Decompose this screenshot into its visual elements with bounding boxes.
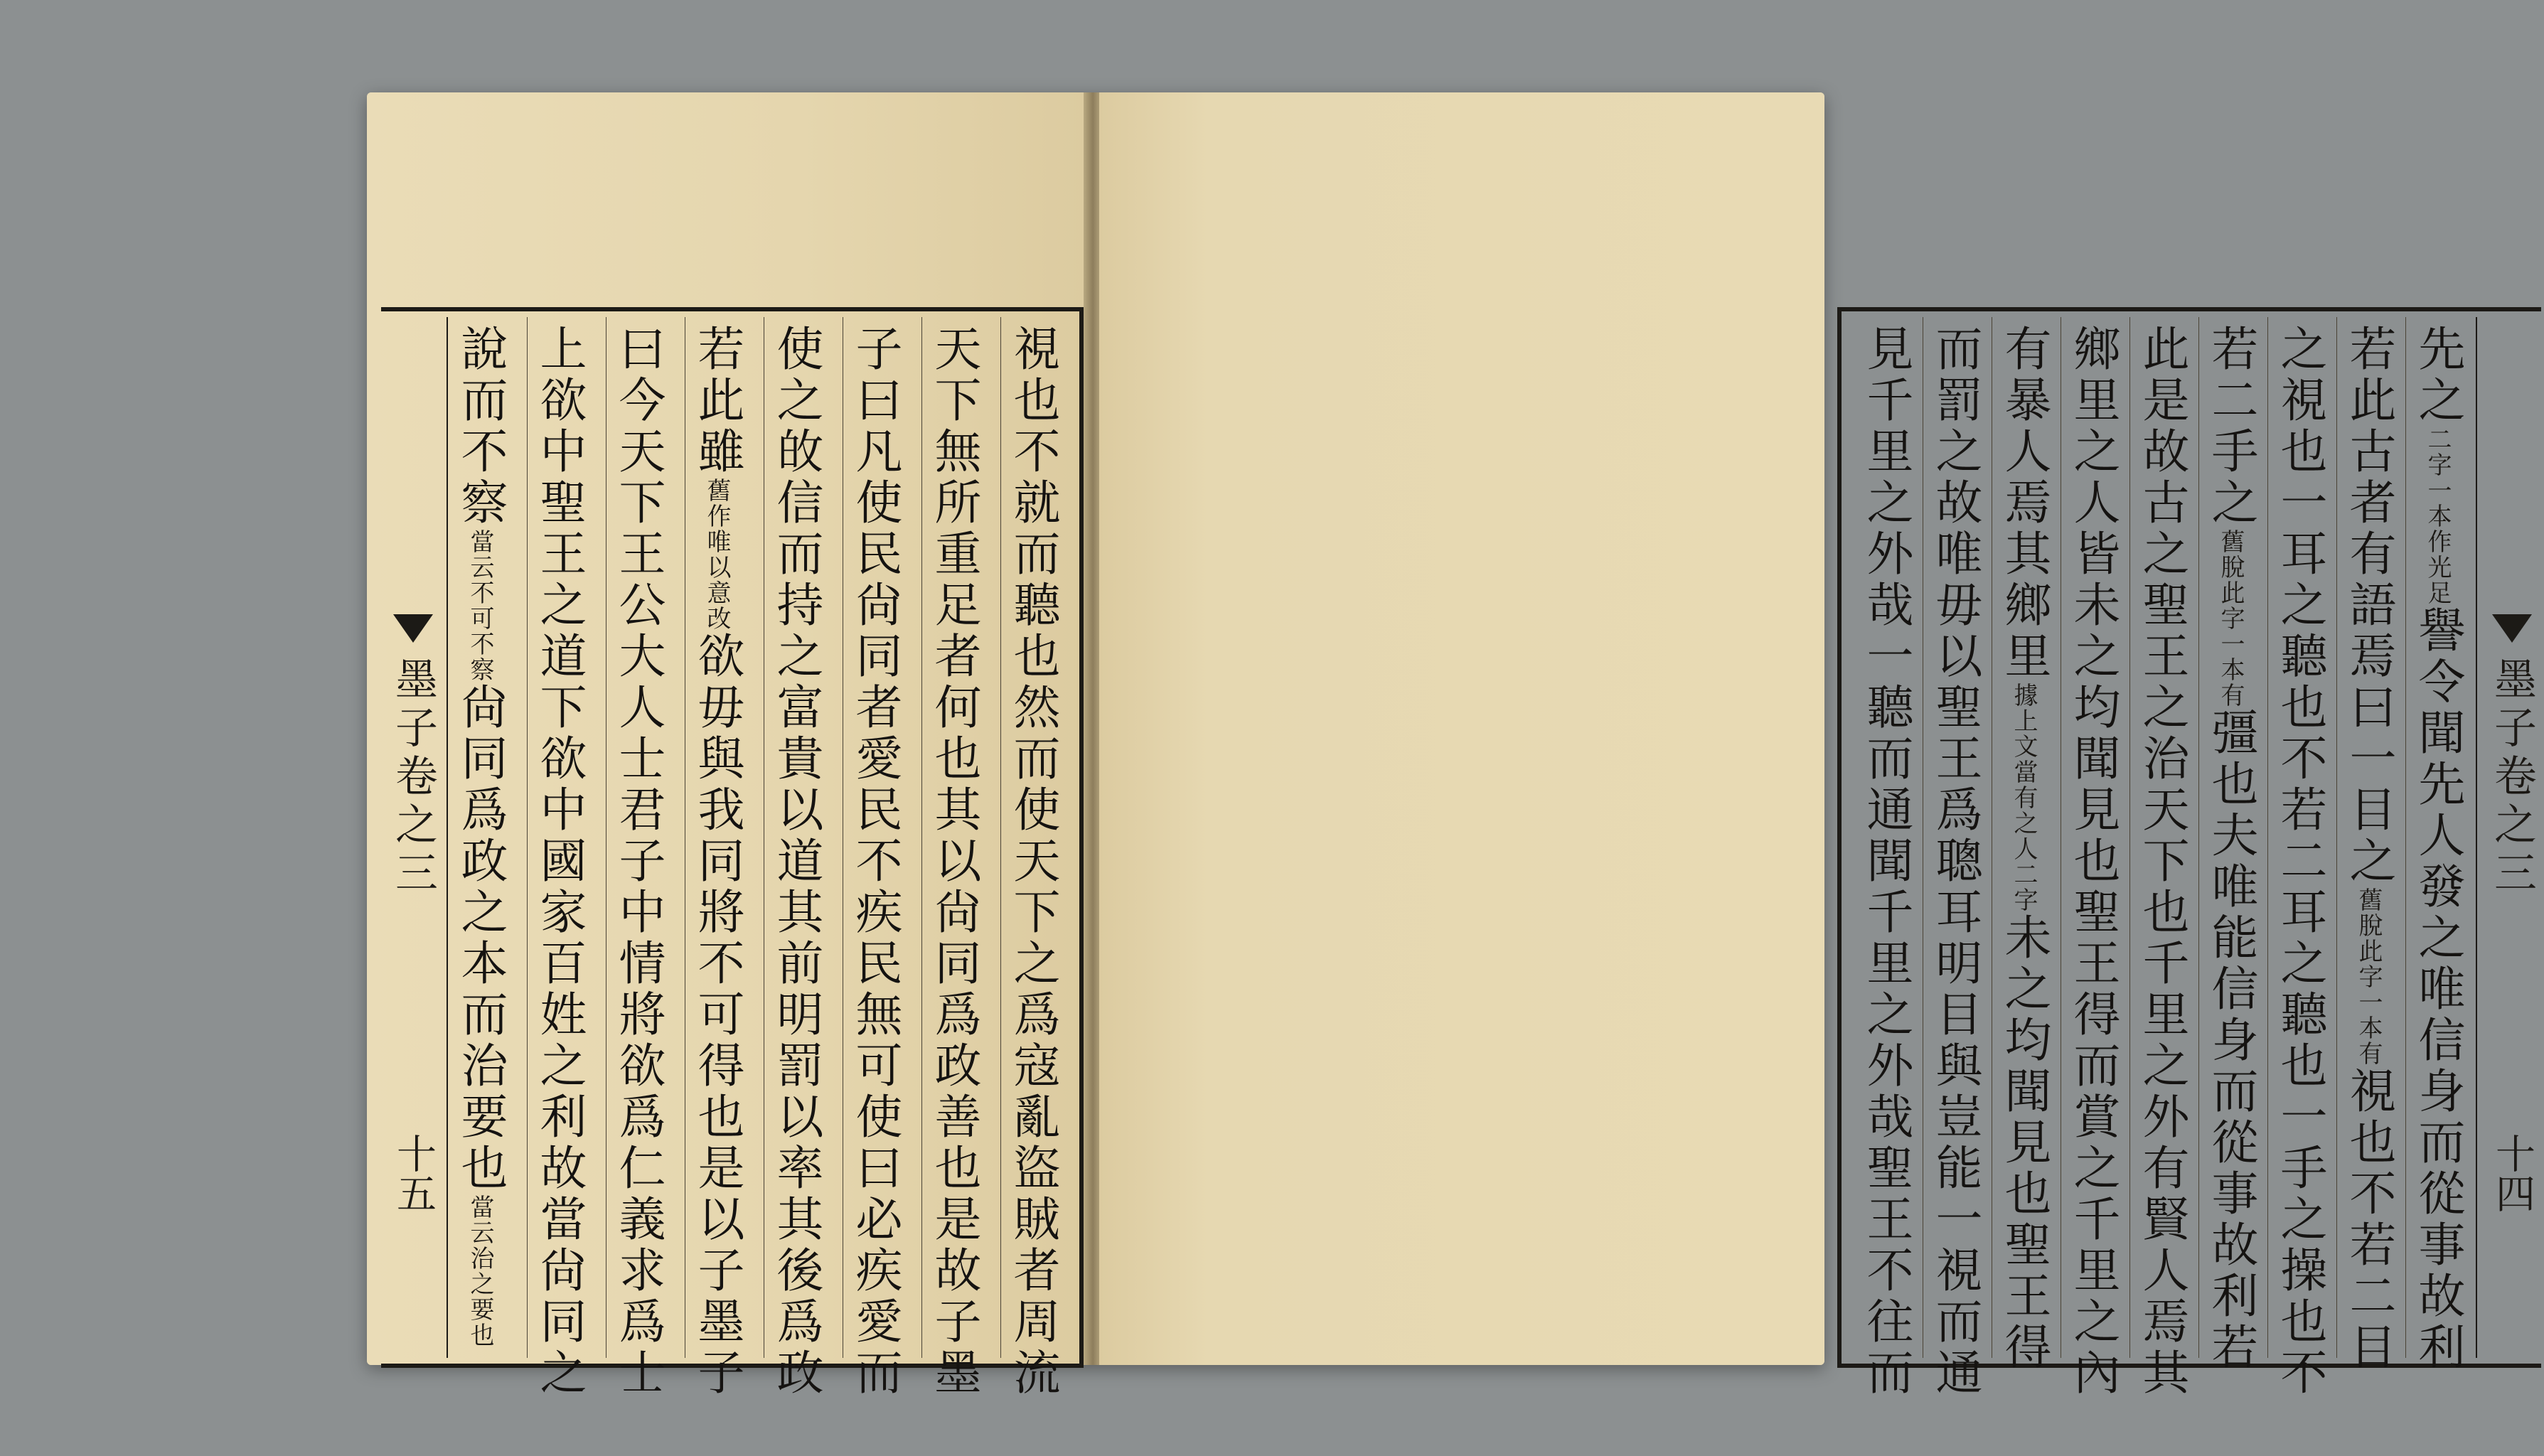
interlinear-note: 據上文當有之人二字 [2009,682,2038,913]
text-column [1854,324,1918,1399]
interlinear-note: 二字一本作光足 [2423,427,2452,606]
column-text: 欲毋與我同將不可得也是以子墨子 [690,631,744,1399]
text-column [921,324,985,1399]
column-divider [2198,317,2199,1358]
column-text: 使之敀信而持之富貴以道其前明罰以率其後爲政 [769,324,823,1399]
column-divider [1000,317,1001,1358]
interlinear-note: 舊脫此字一本有 [2216,529,2245,708]
text-column [2267,324,2331,1399]
column-text: 上欲中聖王之道下欲中國家百姓之利故當尙同之 [532,324,587,1399]
column-text: 有暴人焉其鄉里 [1997,324,2051,682]
column-text: 之視也一耳之聽也不若二耳之聽也一手之操也不 [2272,324,2327,1399]
text-column [1992,324,2056,1374]
interlinear-note: 舊脫此字一本有 [2354,887,2383,1066]
text-column [2405,324,2469,1374]
left-text-frame [381,307,1084,1399]
column-divider [2267,317,2268,1358]
column-divider [2129,317,2130,1358]
column-divider [2336,317,2337,1358]
left-page [367,92,1086,1399]
column-text: 若此古者有語焉曰一目之 [2341,324,2396,887]
banxin-title: 墨子卷之三 [2487,657,2537,899]
text-column [2129,324,2193,1399]
text-column [2061,324,2125,1399]
banxin-rule [2476,317,2477,1358]
text-column [2198,324,2262,1374]
open-book [367,92,2537,1399]
text-column [2336,324,2400,1374]
column-text: 此是故古之聖王之治天下也千里之外有賢人焉其 [2134,324,2189,1399]
right-page [1099,92,2537,1399]
text-column [764,324,828,1399]
banxin-page-number: 十五 [390,1133,437,1213]
text-column [685,324,749,1399]
column-text: 曰今天下王公大人士君子中情將欲爲仁義求爲士 [611,324,666,1399]
text-column [527,324,591,1399]
left-banxin [381,316,445,1359]
fish-tail-mark [393,614,433,643]
column-text: 視也不若二目 [2341,1066,2396,1374]
right-banxin [2480,316,2544,1359]
text-column [1923,324,1987,1399]
text-column [843,324,907,1399]
column-text: 視也不就而聽也然而使天下之爲寇亂盜賊者周流 [1005,324,1060,1399]
column-text: 而罰之故唯毋以聖王爲聰耳明目與豈能一視而通 [1928,324,1982,1399]
interlinear-note: 當云治之要也 [466,1194,494,1348]
text-column [606,324,670,1399]
column-text: 若二手之 [2203,324,2258,529]
column-text: 尙同爲政之本而治要也 [453,682,508,1194]
column-text: 天下無所重足者何也其以尙同爲政善也是故子墨 [926,324,981,1399]
banxin-page-number: 十四 [2489,1133,2535,1213]
column-text: 彊也夫唯能信身而從事故利若 [2203,708,2258,1374]
column-divider [527,317,528,1358]
column-divider [921,317,922,1358]
text-column [1000,324,1064,1399]
interlinear-note: 舊作唯以意改 [702,478,731,631]
column-text: 見千里之外哉一聽而通聞千里之外哉聖王不往而 [1859,324,1913,1399]
banxin-title: 墨子卷之三 [388,657,438,899]
column-text: 說而不察 [453,324,508,529]
column-text: 先之 [2410,324,2465,427]
right-text-frame [1837,307,2541,1399]
column-text: 若此雖 [690,324,744,478]
fish-tail-mark [2492,614,2532,643]
column-text: 譽令聞先人發之唯信身而從事故利 [2410,606,2465,1374]
column-divider [2405,317,2406,1358]
column-text: 鄉里之人皆未之均聞見也聖王得而賞之千里之內 [2065,324,2120,1399]
column-text: 子曰凡使民尙同者愛民不疾民無可使曰必疾愛而 [848,324,902,1399]
column-text: 未之均聞見也聖王得 [1997,913,2051,1374]
interlinear-note: 當云不可不察 [466,529,494,682]
text-column [448,324,512,1355]
